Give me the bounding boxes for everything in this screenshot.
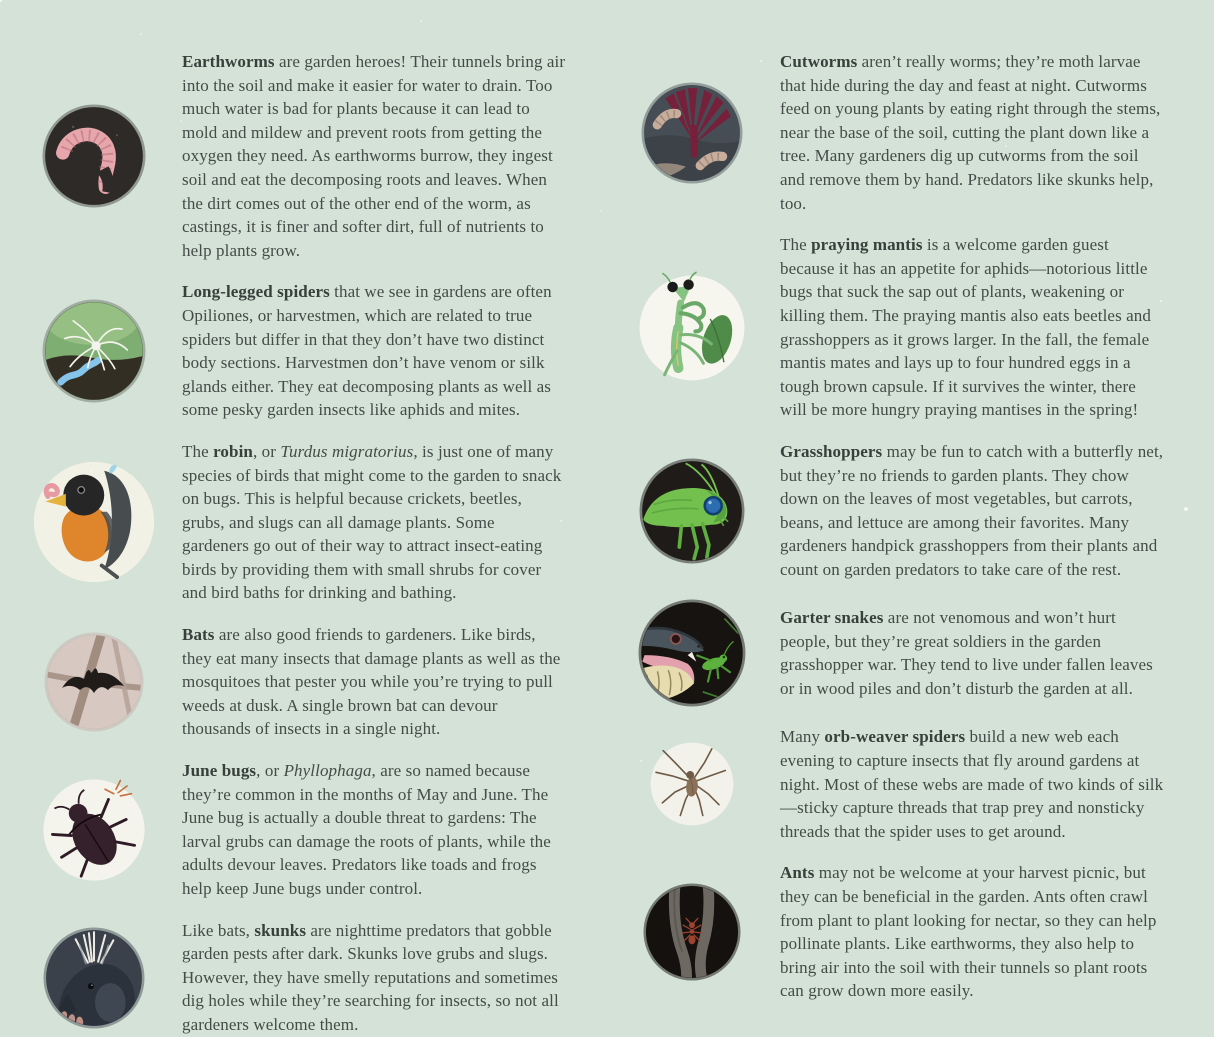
bat-icon [30,632,158,732]
text-segment: praying mantis [811,235,923,255]
earthworm-icon [30,104,158,208]
entry-earthworms [30,50,580,262]
cutworm-icon [628,82,756,184]
entry-skunks [30,919,580,1037]
text-segment: Grasshoppers [780,441,883,461]
entry-paragraph-cutworms [780,50,1164,215]
garter-snake-icon [628,599,756,707]
text-segment: Bats [182,625,215,645]
entry-paragraph-grasshoppers [780,440,1164,582]
robin-icon [30,458,158,586]
text-segment: Turdus migratorius [280,441,414,461]
text-segment: Long-legged spiders [182,282,330,302]
text-segment: robin [213,441,253,461]
text-segment: are garden heroes! Their tunnels bring air into the soil and make it easier for water to drain. Too much water is bad for plants because it can lead to mold and mildew and prevent roots from getting the oxygen they need. As earthworms burrow, they ingest soil and eat the decomposing roots and leaves. When the dirt comes out of the other end of the worm, as castings, it is finer and softer dirt, full of nutrients to help plants grow. [182,52,566,260]
text-segment: build a new web each evening to capture insects that fly around gardens at night. Most of these webs are made of two kinds of silk—sticky capture threads that trap prey and nonsticky threads that the spider uses to get around. [780,727,1164,841]
entry-grasshoppers [628,440,1178,582]
text-segment: The [182,441,214,461]
entry-paragraph-ants [780,861,1164,1003]
entry-paragraph-garter-snakes [780,606,1164,700]
text-segment: are nighttime predators that gobble garden pests after dark. Skunks love grubs and slugs. However, they have smelly reputations and sometimes dig holes while they’re searching for insects, so not all gardeners welcome them. [182,920,559,1034]
text-segment: Earthworms [182,52,275,71]
text-segment: Cutworms [780,52,858,71]
text-segment: Phyllophaga [283,761,372,781]
text-segment: , or [252,441,281,461]
text-segment: are not venomous and won’t hurt people, but they’re great soldiers in the garden grasshopper war. They tend to live under fallen leaves or in wood piles and don’t disturb the garden at all. [780,608,1153,699]
text-segment: orb-weaver spiders [824,727,966,747]
entry-orb-weaver-spiders [628,725,1178,843]
entry-bats [30,623,580,741]
text-segment: Many [780,727,825,747]
entry-paragraph-bats [182,623,566,741]
left-column [30,50,580,1034]
june-bug-icon [30,775,158,885]
entry-paragraph-earthworms [182,50,566,262]
grasshopper-icon [628,458,756,564]
ant-icon [628,883,756,981]
text-segment: The [780,235,812,255]
entry-cutworms [628,50,1178,215]
text-segment: June bugs [182,761,257,781]
entry-ants [628,861,1178,1003]
entry-paragraph-praying-mantis [780,233,1164,422]
skunk-icon [30,927,158,1029]
entry-paragraph-robin [182,440,566,605]
entry-garter-snakes [628,599,1178,707]
praying-mantis-icon [628,271,756,385]
text-segment: are also good friends to gardeners. Like birds, they eat many insects that damage plants as well as the mosquitoes that pester you while you’re trying to pull weeds at dusk. A single brown bat can devour thousands of insects in a single night. [182,625,561,739]
text-segment: skunks [254,920,307,940]
text-segment: Like bats, [182,920,255,940]
text-segment: may be fun to catch with a butterfly net, but they’re no friends to garden plants. They chow down on the leaves of most vegetables, but carrots, beans, and lettuce are among their favorites. Many gardeners handpick grasshoppers from their plants and count on garden predators to take care of the rest. [780,441,1164,579]
entry-paragraph-orb-weaver-spiders [780,725,1164,843]
entry-paragraph-june-bugs [182,759,566,901]
text-segment: , or [256,761,284,781]
orb-weaver-spider-icon [628,739,756,829]
text-segment: is a welcome garden guest because it has an appetite for aphids—notorious little bugs that suck the sap out of plants, weakening or killing them. The praying mantis also eats beetles and grasshoppers as it grows larger. In the fall, the female mantis mates and lays up to four hundred eggs in a tough brown capsule. If it survives the winter, there will be more hungry praying mantises in the spring! [780,235,1151,420]
entry-paragraph-skunks [182,919,566,1037]
entry-paragraph-long-legged-spiders [182,280,566,422]
right-column [628,50,1178,1001]
text-segment: aren’t really worms; they’re moth larvae that hide during the day and feast at night. Cutworms feed on young plants by eating right through the stems, near the base of the soil, cutting the plant down like a tree. Many gardeners dig up cutworms from the soil and remove them by hand. Predators like skunks help, too. [780,52,1161,213]
harvestman-icon [30,299,158,403]
text-segment: may not be welcome at your harvest picnic, but they can be beneficial in the garden. Ants often crawl from plant to plant looking for nectar, so they can help pollinate plants. Like earthworms, they also help to bring air into the soil with their tunnels so plant roots can grow down more easily. [780,863,1157,1001]
text-segment: , is just one of many species of birds that might come to the garden to snack on bugs. This is helpful because crickets, beetles, grubs, and slugs can all damage plants. Some gardeners go out of their way to attract insect-eating birds by providing them with small shrubs for cover and bird baths for drinking and bathing. [182,441,562,603]
entry-praying-mantis [628,233,1178,422]
text-segment: , are so named because they’re common in the months of May and June. The June bug is actually a double threat to gardens: The larval grubs can damage the roots of plants, while the adults devour leaves. Predators like toads and frogs help keep June bugs under control. [182,761,551,898]
text-segment: that we see in gardens are often Opiliones, or harvestmen, which are related to true spiders but differ in that they don’t have two distinct body sections. Harvestmen don’t have venom or silk glands either. They eat decomposing plants as well as some pesky garden insects like aphids and mites. [182,282,552,420]
entry-june-bugs [30,759,580,901]
text-segment: Garter snakes [780,608,884,628]
entry-robin [30,440,580,605]
text-segment: Ants [780,863,815,883]
entry-long-legged-spiders [30,280,580,422]
